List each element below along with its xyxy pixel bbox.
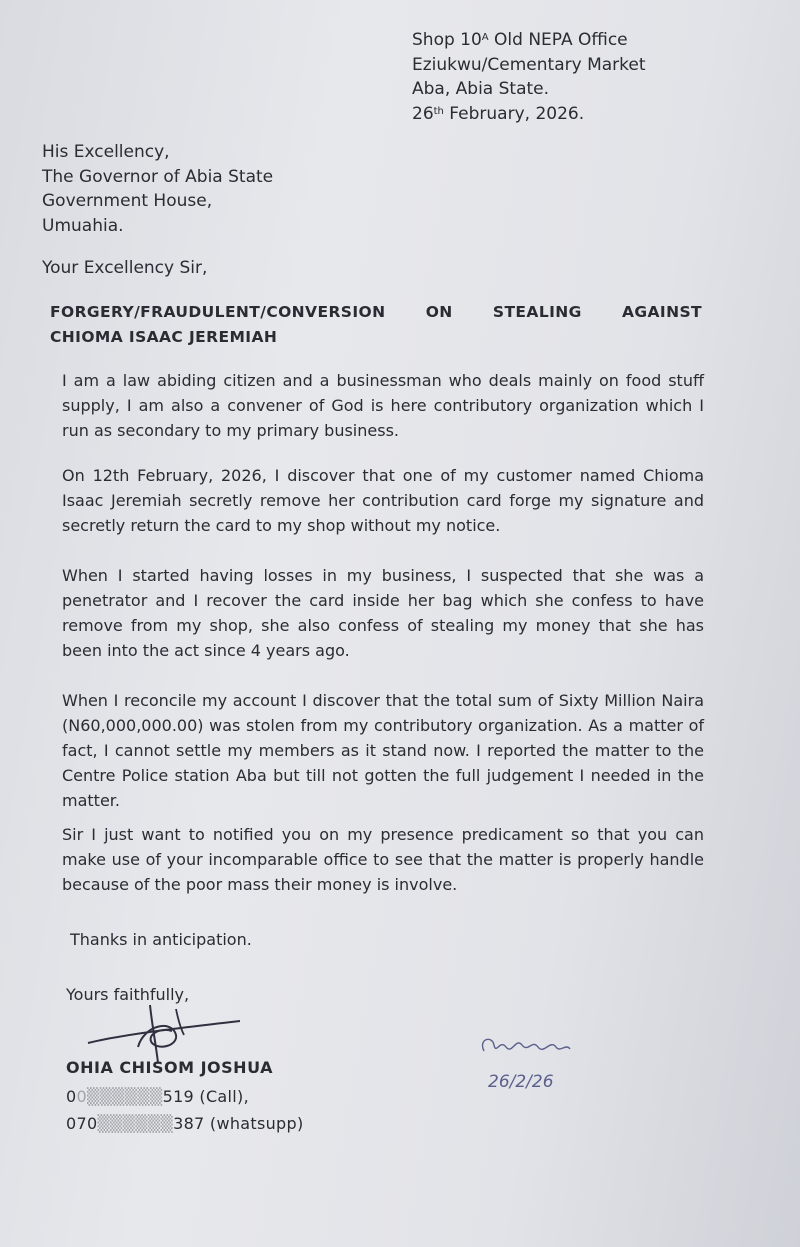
signatory-name: OHIA CHISOM JOSHUA (66, 1058, 273, 1077)
recipient-line3: Government House, (42, 191, 213, 211)
subject-heading (50, 300, 702, 350)
recipient-line2: The Governor of Abia State (42, 166, 274, 187)
received-initials-stamp (470, 1025, 580, 1105)
sender-address (412, 28, 646, 126)
closing-line: Yours faithfully, (66, 985, 190, 1004)
body-paragraph-1: I am a law abiding citizen and a businessman who deals mainly on food stuff supply, I am also a convener of God is here contributory organization which I run as secondary to my primary business. (62, 371, 704, 440)
body-paragraph-3: When I started having losses in my business, I suspected that she was a penetrator and I recover the card inside her bag which she confess to have remove from my shop, she also confess of stealing my money that she has been into the act since 4 years ago. (62, 566, 704, 660)
phone-whatsapp: 070▒▒▒▒▒▒387 (whatsupp) (66, 1114, 304, 1133)
subject-line2: CHIOMA ISAAC JEREMIAH (50, 328, 278, 346)
subject-line1: FORGERY/FRAUDULENT/CONVERSION ON STEALING AGAINST (50, 303, 702, 321)
body-paragraph-5: Sir I just want to notified you on my presence predicament so that you can make use of your incomparable office to see that the matter is properly handle because of the poor mass their money is involve. (62, 825, 704, 894)
recipient-line1: His Excellency, (42, 142, 170, 162)
stamp-date: 26/2/26 (488, 1072, 554, 1092)
phone-call: 00▒▒▒▒▒▒519 (Call), (66, 1087, 249, 1106)
body-paragraph-4: When I reconcile my account I discover that the total sum of Sixty Million Naira (N60,000,000.00) was stolen from my contributory organization. As a matter of fact, I cannot settle my members as it stand now. I reported the matter to the Centre Police station Aba but till not gotten the full judgement I needed in the matter. (62, 691, 704, 810)
thanks-line: Thanks in anticipation. (70, 930, 252, 949)
recipient-line4: Umuahia. (42, 215, 124, 236)
sender-address-line2: Eziukwu/Cementary Market (412, 54, 646, 75)
handwritten-signature (80, 985, 250, 1065)
recipient-address (42, 140, 273, 238)
body-paragraph-2: On 12th February, 2026, I discover that one of my customer named Chioma Isaac Jeremiah secretly remove her contribution card forge my signature and secretly return the card to my shop without my notice. (62, 466, 704, 535)
sender-address-line3: Aba, Abia State. (412, 79, 550, 99)
sender-address-line1: Shop $10^A$ Old NEPA Office (412, 30, 628, 50)
salutation: Your Excellency Sir, (42, 258, 208, 278)
letter-date: 26th February, 2026. (412, 103, 585, 124)
